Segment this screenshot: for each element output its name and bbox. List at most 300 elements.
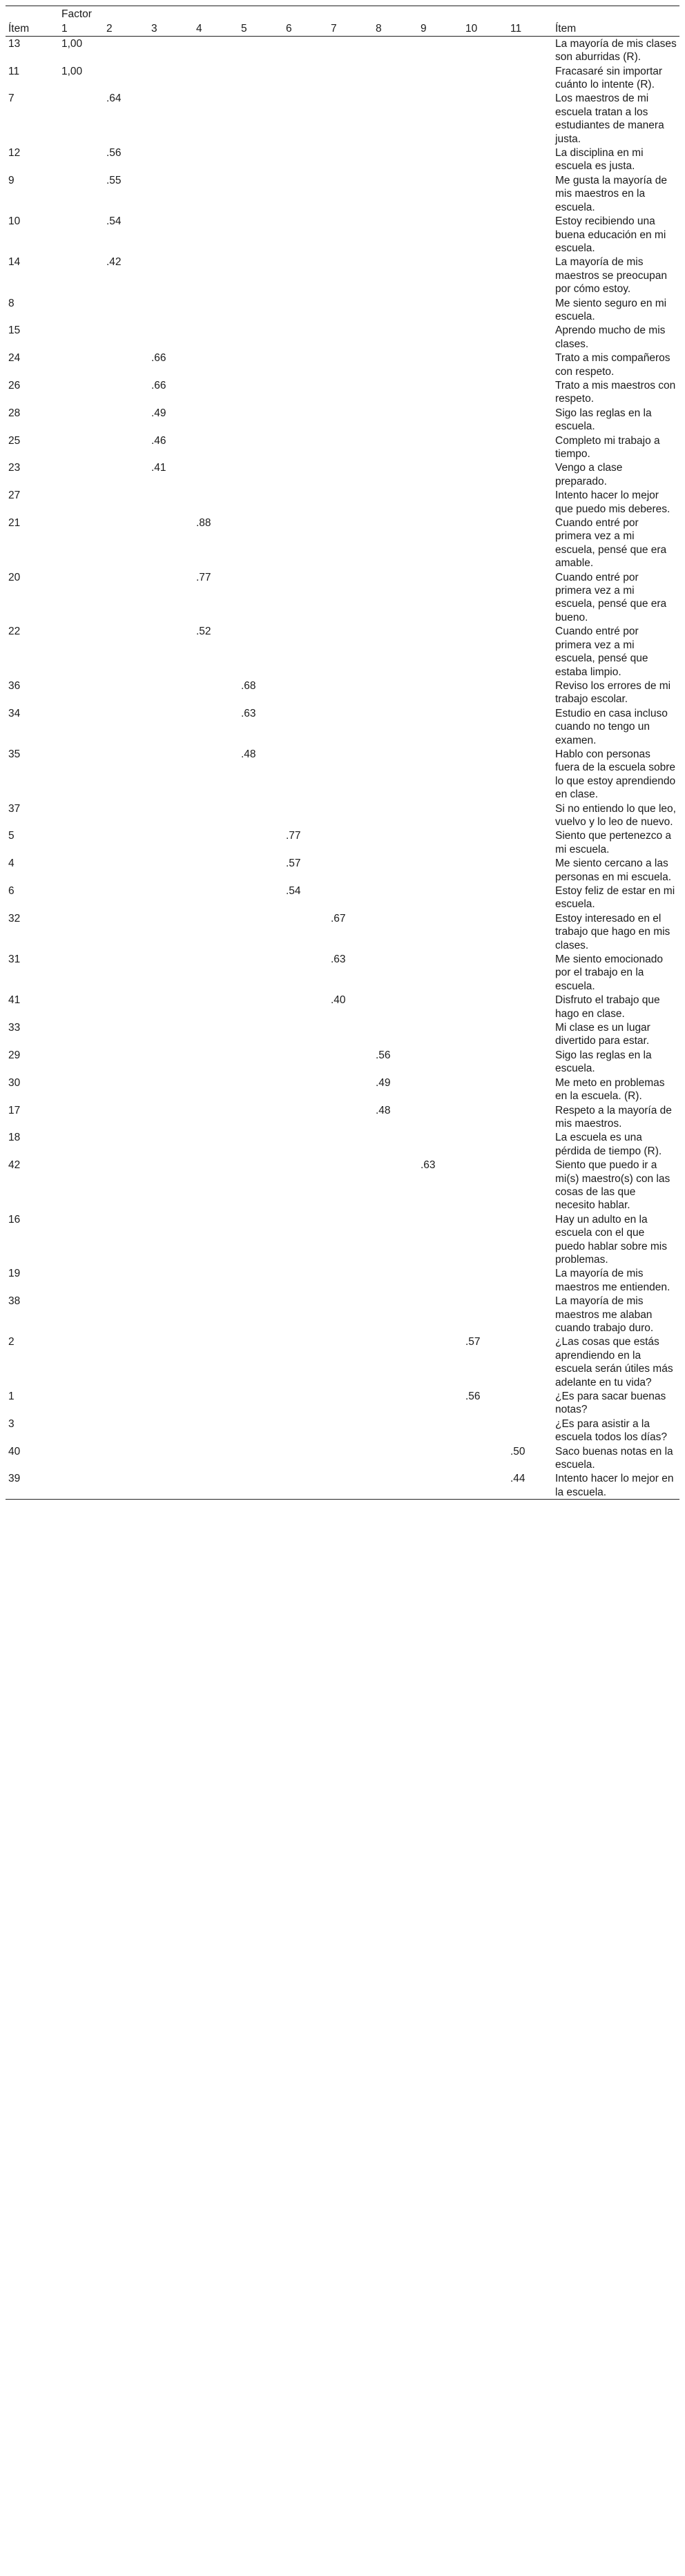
table-row <box>6 1130 679 1158</box>
loading-cell <box>328 64 373 92</box>
loading-cell <box>508 91 552 146</box>
loading-cell <box>463 1266 508 1294</box>
loading-cell <box>148 516 193 570</box>
loading-cell <box>104 856 148 884</box>
loading-cell <box>104 1266 148 1294</box>
item-description-cell: Reviso los errores de mi trabajo escolar. <box>555 679 671 706</box>
loading-cell <box>328 802 373 829</box>
loading-cell <box>283 1471 328 1499</box>
loading-cell <box>193 255 238 296</box>
item-description-cell: Estoy recibiendo una buena educación en mi escuela. <box>555 215 666 254</box>
item-number-cell: 1 <box>8 1391 15 1403</box>
loading-cell <box>193 1158 238 1212</box>
loading-cell <box>283 36 328 64</box>
loading-cell <box>283 1103 328 1131</box>
loading-cell <box>148 1076 193 1103</box>
item-description-cell: Estudio en casa incluso cuando no tengo un examen. <box>555 707 668 746</box>
loading-cell <box>238 1158 283 1212</box>
loading-cell <box>59 488 104 516</box>
loading-cell <box>373 255 418 296</box>
loading-cell <box>418 516 463 570</box>
loading-cell <box>508 378 552 406</box>
loading-cell <box>238 1048 283 1076</box>
loading-cell <box>59 856 104 884</box>
loading-cell <box>238 1266 283 1294</box>
loading-cell <box>59 911 104 952</box>
loading-cell <box>283 64 328 92</box>
loading-cell <box>148 911 193 952</box>
table-row <box>6 706 679 747</box>
loading-cell <box>148 1020 193 1048</box>
loading-cell <box>508 1294 552 1335</box>
item-description-cell: Sigo las reglas en la escuela. <box>555 1049 652 1075</box>
loading-cell <box>238 1389 283 1417</box>
table-row <box>6 856 679 884</box>
loading-cell <box>508 1335 552 1389</box>
loading-cell <box>104 1103 148 1131</box>
loading-cell <box>193 1389 238 1417</box>
loading-cell <box>238 624 283 679</box>
loading-cell <box>463 1417 508 1444</box>
loading-cell <box>508 706 552 747</box>
loading-cell <box>104 747 148 802</box>
loading-cell <box>148 1335 193 1389</box>
factor-number-header: 8 <box>373 21 418 36</box>
loading-cell <box>508 406 552 434</box>
loading-cell <box>418 1212 463 1267</box>
loading-cell <box>193 406 238 434</box>
loading-cell <box>508 570 552 625</box>
loading-cell <box>104 1048 148 1076</box>
item-description-cell: Intento hacer lo mejor en la escuela. <box>552 1471 679 1499</box>
loading-cell <box>508 884 552 911</box>
loading-cell <box>508 323 552 351</box>
loading-cell <box>238 993 283 1020</box>
loading-cell <box>283 351 328 378</box>
table-row <box>6 952 679 993</box>
loading-cell <box>238 911 283 952</box>
loading-cell <box>193 747 238 802</box>
loading-cell <box>193 1335 238 1389</box>
loading-cell <box>104 993 148 1020</box>
item-number-cell: 30 <box>8 1076 21 1089</box>
loading-cell <box>59 1158 104 1212</box>
loading-cell: .54 <box>286 885 301 897</box>
item-number-cell: 35 <box>8 748 21 760</box>
loading-cell <box>193 323 238 351</box>
loading-cell <box>148 146 193 173</box>
loading-cell <box>373 747 418 802</box>
factor-number-header: 9 <box>418 21 463 36</box>
loading-cell <box>283 434 328 461</box>
item-number-cell: 11 <box>8 65 20 77</box>
loading-cell <box>508 1130 552 1158</box>
loading-cell <box>283 1076 328 1103</box>
item-description-cell: ¿Es para sacar buenas notas? <box>555 1391 666 1416</box>
loading-cell <box>283 146 328 173</box>
loading-cell <box>104 461 148 488</box>
loading-cell <box>463 296 508 324</box>
loading-cell <box>463 1444 508 1472</box>
loading-cell <box>463 1212 508 1267</box>
loading-cell <box>59 1020 104 1048</box>
loading-cell <box>373 91 418 146</box>
loading-cell <box>418 570 463 625</box>
loading-cell <box>373 488 418 516</box>
item-number-cell: 4 <box>8 858 15 870</box>
loading-cell <box>193 1266 238 1294</box>
loading-cell <box>418 1266 463 1294</box>
loading-cell <box>328 679 373 706</box>
table-row <box>6 1389 679 1417</box>
table-row <box>6 747 679 802</box>
loading-cell: .48 <box>376 1104 391 1116</box>
loading-cell <box>508 1076 552 1103</box>
loading-cell: .57 <box>286 858 301 870</box>
item-number-cell: 23 <box>8 462 21 474</box>
loading-cell: .63 <box>241 707 256 719</box>
loading-cell <box>193 434 238 461</box>
loading-cell <box>373 802 418 829</box>
loading-cell <box>463 706 508 747</box>
loading-cell <box>508 624 552 679</box>
loading-cell <box>283 1444 328 1472</box>
loading-cell <box>238 516 283 570</box>
loading-cell <box>328 461 373 488</box>
loading-cell <box>59 255 104 296</box>
item-number-cell: 37 <box>8 802 21 815</box>
factor-number-header: 2 <box>104 21 148 36</box>
loading-cell <box>238 36 283 64</box>
loading-cell <box>148 624 193 679</box>
loading-cell <box>104 679 148 706</box>
item-number-cell: 27 <box>8 490 21 502</box>
loading-cell <box>373 1266 418 1294</box>
loading-cell: .63 <box>331 953 346 966</box>
loading-cell <box>104 624 148 679</box>
loading-cell: .88 <box>196 517 211 530</box>
loading-cell <box>508 952 552 993</box>
loading-cell <box>373 884 418 911</box>
table-row <box>6 214 679 255</box>
loading-cell: .56 <box>376 1049 391 1061</box>
loading-cell <box>238 1020 283 1048</box>
loading-cell <box>418 406 463 434</box>
item-number-cell: 36 <box>8 679 21 692</box>
factor-header: Factor <box>59 6 679 21</box>
item-description-cell: Intento hacer lo mejor que puedo mis deberes. <box>555 490 670 515</box>
loading-cell <box>59 993 104 1020</box>
loading-cell <box>238 146 283 173</box>
item-number-cell: 8 <box>8 297 15 309</box>
loading-cell <box>463 516 508 570</box>
loading-cell <box>193 1020 238 1048</box>
loading-cell <box>508 911 552 952</box>
loading-cell <box>193 1130 238 1158</box>
loading-cell <box>104 1158 148 1212</box>
loading-cell <box>193 1048 238 1076</box>
loading-cell <box>59 952 104 993</box>
loading-cell <box>59 406 104 434</box>
loading-cell <box>373 624 418 679</box>
loading-cell <box>373 64 418 92</box>
item-number-cell: 5 <box>8 830 15 842</box>
item-number-cell: 31 <box>8 953 21 966</box>
table-row <box>6 1335 679 1389</box>
loading-cell <box>508 1389 552 1417</box>
loading-cell <box>59 434 104 461</box>
table-row <box>6 36 679 64</box>
loading-cell <box>104 64 148 92</box>
loading-cell <box>418 747 463 802</box>
loading-cell <box>104 1444 148 1472</box>
loading-cell <box>59 351 104 378</box>
loading-cell <box>283 802 328 829</box>
loading-cell <box>463 911 508 952</box>
loading-cell <box>508 1020 552 1048</box>
item-number-cell: 20 <box>8 571 21 583</box>
loading-cell <box>418 461 463 488</box>
loading-cell <box>463 214 508 255</box>
loading-cell <box>328 884 373 911</box>
loading-cell <box>59 1130 104 1158</box>
loading-cell <box>373 993 418 1020</box>
table-row <box>6 406 679 434</box>
loading-cell <box>193 1103 238 1131</box>
item-number-cell: 29 <box>8 1049 21 1061</box>
item-description-cell: Me meto en problemas en la escuela. (R). <box>555 1076 665 1103</box>
loading-cell <box>463 351 508 378</box>
loading-cell <box>148 1103 193 1131</box>
loading-cell <box>463 1020 508 1048</box>
loading-cell <box>463 434 508 461</box>
loading-cell <box>508 214 552 255</box>
loading-cell <box>373 1212 418 1267</box>
loading-cell <box>283 1020 328 1048</box>
loading-cell <box>59 1444 104 1472</box>
loading-cell <box>148 829 193 856</box>
loading-cell <box>508 1266 552 1294</box>
loading-cell <box>104 488 148 516</box>
loading-cell: 1,00 <box>61 37 83 50</box>
item-description-cell: La escuela es una pérdida de tiempo (R). <box>555 1132 662 1157</box>
loading-cell <box>463 856 508 884</box>
loading-cell <box>418 802 463 829</box>
table-body <box>6 36 679 1499</box>
loading-cell <box>104 911 148 952</box>
loading-cell <box>193 1471 238 1499</box>
description-column-header: Ítem <box>552 21 679 36</box>
loading-cell <box>59 214 104 255</box>
loading-cell <box>463 570 508 625</box>
loading-cell <box>328 255 373 296</box>
table-row <box>6 173 679 214</box>
loading-cell <box>373 1158 418 1212</box>
factor-number-header: 5 <box>238 21 283 36</box>
loading-cell <box>193 993 238 1020</box>
item-description-cell: ¿Las cosas que estás aprendiendo en la escuela serán útiles más adelante en tu vida? <box>555 1336 673 1388</box>
loading-cell <box>508 36 552 64</box>
loading-cell <box>148 91 193 146</box>
table-row <box>6 255 679 296</box>
loading-cell <box>418 173 463 214</box>
loading-cell <box>59 624 104 679</box>
loading-cell <box>283 1048 328 1076</box>
item-number-cell: 6 <box>8 885 15 897</box>
loading-cell <box>283 1130 328 1158</box>
loading-cell <box>328 351 373 378</box>
item-column-header: Ítem <box>6 21 59 36</box>
item-number-cell: 7 <box>8 93 15 105</box>
loading-cell <box>283 214 328 255</box>
loading-cell <box>463 255 508 296</box>
loading-cell: .66 <box>151 352 166 365</box>
loading-cell <box>463 406 508 434</box>
loading-cell <box>328 747 373 802</box>
loading-cell <box>148 296 193 324</box>
loading-cell <box>283 1294 328 1335</box>
loading-cell <box>238 255 283 296</box>
item-description-cell: Estoy interesado en el trabajo que hago en mis clases. <box>555 912 670 951</box>
loading-cell <box>508 1158 552 1212</box>
loading-cell <box>328 173 373 214</box>
item-description-cell: Trato a mis maestros con respeto. <box>555 379 676 405</box>
loading-cell <box>328 1294 373 1335</box>
item-description-cell: La mayoría de mis maestros me alaban cuando trabajo duro. <box>555 1295 654 1334</box>
loading-cell <box>283 91 328 146</box>
item-number-cell: 28 <box>8 407 21 419</box>
loading-cell <box>193 884 238 911</box>
factor-number-header: 11 <box>508 21 552 36</box>
loading-cell <box>104 570 148 625</box>
loading-cell <box>59 570 104 625</box>
loading-cell <box>418 679 463 706</box>
item-number-cell: 39 <box>6 1471 59 1499</box>
table-row <box>6 516 679 570</box>
loading-cell <box>418 378 463 406</box>
table-row <box>6 1048 679 1076</box>
loading-cell <box>328 488 373 516</box>
loading-cell: .41 <box>151 462 166 474</box>
loading-cell <box>328 1020 373 1048</box>
item-number-cell: 14 <box>8 256 21 269</box>
loading-cell <box>148 1048 193 1076</box>
factor-loadings-table <box>6 6 679 1500</box>
loading-cell <box>59 802 104 829</box>
loading-cell <box>463 952 508 993</box>
loading-cell <box>508 488 552 516</box>
item-number-cell: 15 <box>8 325 21 337</box>
loading-cell <box>238 488 283 516</box>
table-row <box>6 1158 679 1212</box>
loading-cell <box>193 706 238 747</box>
loading-cell: .49 <box>151 407 166 419</box>
loading-cell <box>373 146 418 173</box>
loading-cell <box>238 378 283 406</box>
loading-cell <box>418 624 463 679</box>
loading-cell <box>238 323 283 351</box>
loading-cell <box>148 856 193 884</box>
loading-cell <box>418 64 463 92</box>
loading-cell <box>283 1389 328 1417</box>
loading-cell <box>148 1158 193 1212</box>
loading-cell <box>59 1076 104 1103</box>
loading-cell <box>148 214 193 255</box>
loading-cell <box>104 1130 148 1158</box>
loading-cell <box>418 36 463 64</box>
item-description-cell: Cuando entré por primera vez a mi escuela, pensé que era amable. <box>555 517 667 570</box>
loading-cell <box>373 173 418 214</box>
loading-cell <box>373 461 418 488</box>
item-description-cell: Cuando entré por primera vez a mi escuela, pensé que era bueno. <box>555 571 667 623</box>
table-row <box>6 1103 679 1131</box>
loading-cell <box>418 488 463 516</box>
table-row <box>6 993 679 1020</box>
loading-cell <box>328 570 373 625</box>
loading-cell <box>59 323 104 351</box>
loading-cell <box>283 1212 328 1267</box>
loading-cell <box>328 516 373 570</box>
loading-cell <box>148 570 193 625</box>
loading-cell <box>104 406 148 434</box>
loading-cell: .64 <box>106 93 122 105</box>
loading-cell <box>463 1158 508 1212</box>
loading-cell <box>283 747 328 802</box>
loading-cell <box>283 255 328 296</box>
item-description-cell: Trato a mis compañeros con respeto. <box>555 352 670 378</box>
loading-cell <box>418 911 463 952</box>
table-row <box>6 64 679 92</box>
item-number-cell: 41 <box>8 994 21 1007</box>
loading-cell <box>418 214 463 255</box>
table-row <box>6 802 679 829</box>
loading-cell <box>463 488 508 516</box>
loading-cell <box>148 1444 193 1472</box>
loading-cell <box>373 516 418 570</box>
loading-cell <box>283 1417 328 1444</box>
factor-number-header: 10 <box>463 21 508 36</box>
loading-cell: .52 <box>196 626 211 638</box>
loading-cell: .57 <box>465 1336 481 1348</box>
loading-cell <box>508 1048 552 1076</box>
loading-cell <box>508 516 552 570</box>
item-description-cell: Disfruto el trabajo que hago en clase. <box>555 994 660 1020</box>
loading-cell <box>148 747 193 802</box>
loading-cell <box>508 173 552 214</box>
item-number-cell: 24 <box>8 352 21 365</box>
loading-cell <box>59 1389 104 1417</box>
item-description-cell: La mayoría de mis maestros me entienden. <box>555 1268 670 1293</box>
loading-cell <box>59 1212 104 1267</box>
loading-cell <box>59 378 104 406</box>
loading-cell <box>418 993 463 1020</box>
loading-cell <box>238 351 283 378</box>
table-row <box>6 146 679 173</box>
loading-cell <box>418 706 463 747</box>
loading-cell: 1,00 <box>61 65 83 77</box>
loading-cell <box>418 255 463 296</box>
loading-cell <box>193 296 238 324</box>
loading-cell <box>418 1103 463 1131</box>
loading-cell <box>508 64 552 92</box>
item-description-cell: Aprendo mucho de mis clases. <box>555 325 666 350</box>
loading-cell <box>238 296 283 324</box>
item-number-cell: 9 <box>8 174 15 186</box>
table-row <box>6 624 679 679</box>
loading-cell <box>463 146 508 173</box>
item-number-cell: 10 <box>8 215 21 228</box>
table-row <box>6 1212 679 1267</box>
